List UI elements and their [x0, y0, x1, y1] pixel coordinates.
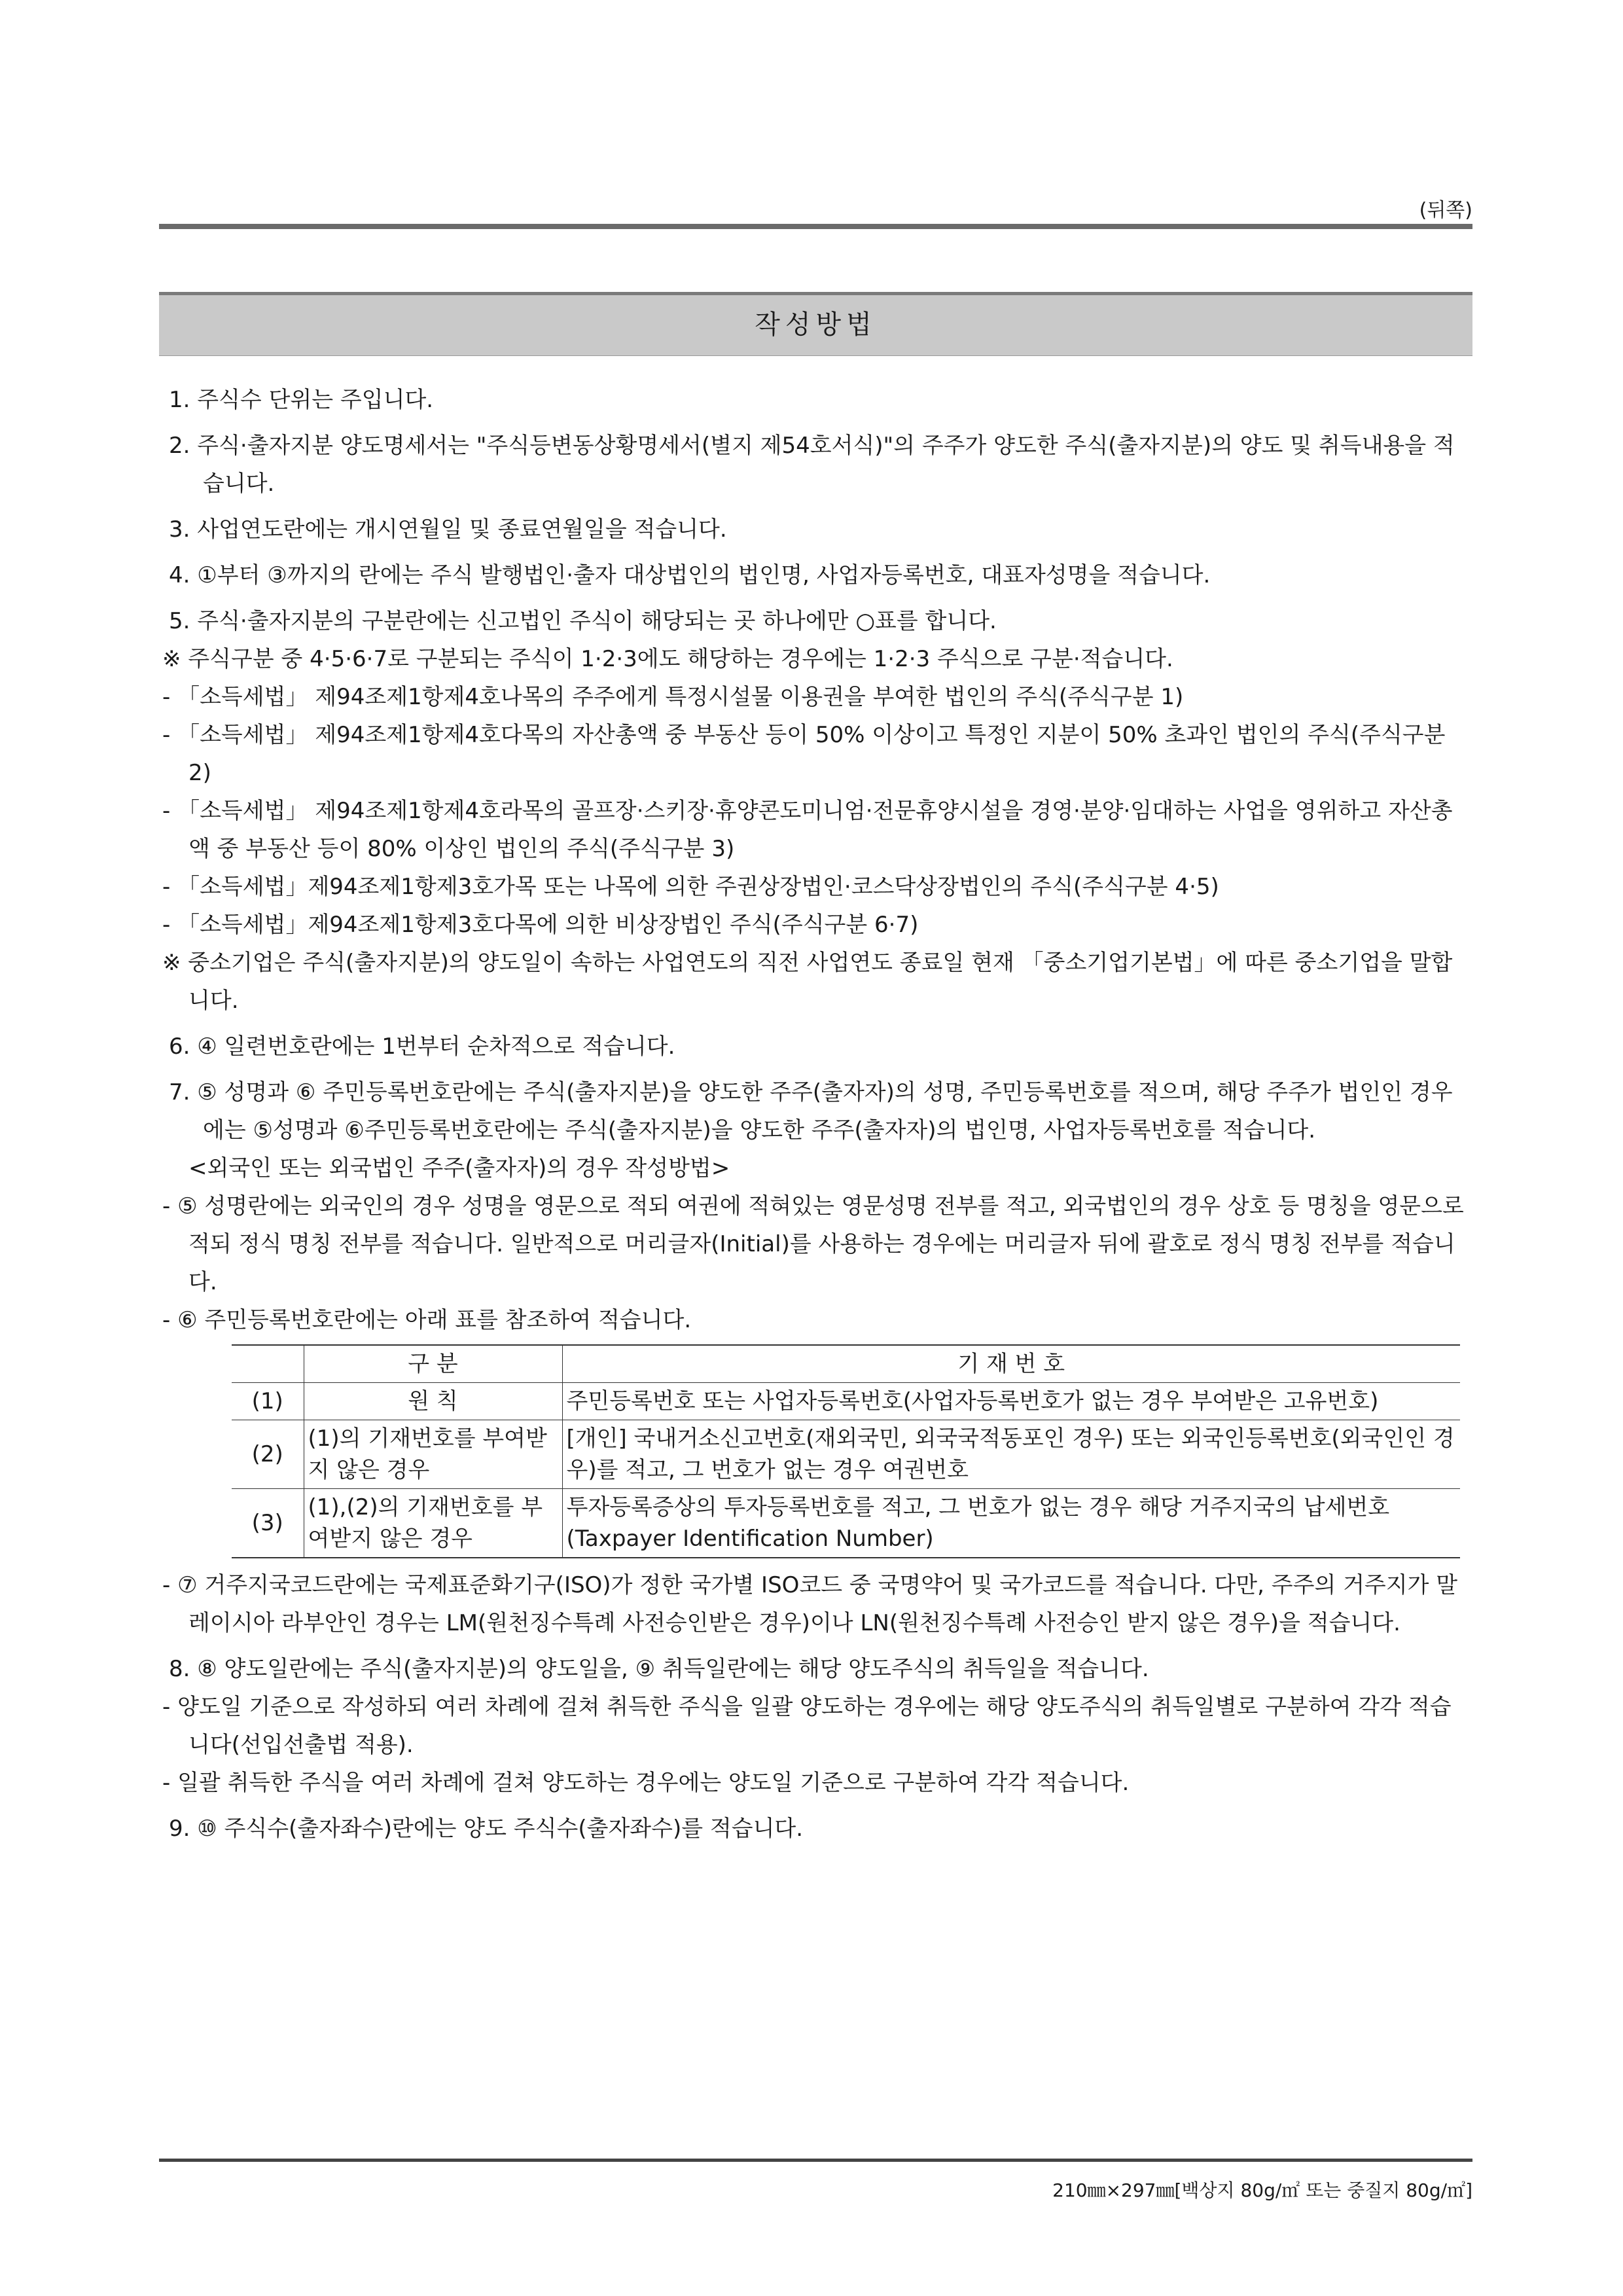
instruction-8-detail-1: - 양도일 기준으로 작성하되 여러 차례에 걸쳐 취득한 주식을 일괄 양도하는 경우에는 해당 양도주식의 취득일별로 구분하여 각각 적습니다(선입선출법 적용). — [162, 1694, 1452, 1758]
instruction-1: 1. 주식수 단위는 주입니다. — [169, 387, 434, 413]
table-cell: (3) — [232, 1489, 304, 1558]
table-cell: (1) — [232, 1383, 304, 1420]
section-title: 작성방법 — [159, 292, 1472, 356]
instruction-5-note-2: ※ 중소기업은 주식(출자지분)의 양도일이 속하는 사업연도의 직전 사업연도 종료일 현재 「중소기업기본법」에 따른 중소기업을 말합니다. — [162, 950, 1453, 1014]
table-cell: 주민등록번호 또는 사업자등록번호(사업자등록번호가 없는 경우 부여받은 고유번호) — [562, 1383, 1460, 1420]
table-cell: (2) — [232, 1420, 304, 1489]
instruction-5-detail-5: - 「소득세법」제94조제1항제3호다목에 의한 비상장법인 주식(주식구분 6·7) — [162, 912, 919, 938]
top-rule — [159, 224, 1472, 229]
instruction-2: 2. 주식·출자지분 양도명세서는 "주식등변동상황명세서(별지 제54호서식)"의 주주가 양도한 주식(출자지분)의 양도 및 취득내용을 적습니다. — [169, 433, 1455, 497]
instruction-7: 7. ⑤ 성명과 ⑥ 주민등록번호란에는 주식(출자지분)을 양도한 주주(출자자)의 성명, 주민등록번호를 적으며, 해당 주주가 법인인 경우에는 ⑤성명과 ⑥주민등록번호란에는 주식(출자지분)을 양도한 주주(출자자)의 법인명, 사업자등록번호를 적습니다. — [169, 1079, 1453, 1143]
table-header-cell: 구 분 — [304, 1345, 562, 1383]
instruction-7-detail-1: - ⑤ 성명란에는 외국인의 경우 성명을 영문으로 적되 여권에 적혀있는 영문성명 전부를 적고, 외국법인의 경우 상호 등 명칭을 영문으로 적되 정식 명칭 전부를 적습니다. 일반적으로 머리글자(Initial)를 사용하는 경우에는 머리글자 뒤에 괄호로 정식 명칭 전부를 적습니다. — [162, 1193, 1464, 1295]
table-row — [232, 1489, 1460, 1558]
instruction-5-detail-1: - 「소득세법」 제94조제1항제4호나목의 주주에게 특정시설물 이용권을 부여한 법인의 주식(주식구분 1) — [162, 684, 1184, 710]
instruction-5-detail-4: - 「소득세법」제94조제1항제3호가목 또는 나목에 의한 주권상장법인·코스닥상장법인의 주식(주식구분 4·5) — [162, 874, 1219, 900]
instruction-4: 4. ①부터 ③까지의 란에는 주식 발행법인·출자 대상법인의 법인명, 사업자등록번호, 대표자성명을 적습니다. — [169, 562, 1211, 588]
paper-spec-footer: 210㎜×297㎜[백상지 80g/㎡ 또는 중질지 80g/㎡] — [1052, 2179, 1472, 2201]
instruction-7-detail-2: - ⑥ 주민등록번호란에는 아래 표를 참조하여 적습니다. — [162, 1307, 692, 1333]
bottom-rule — [159, 2159, 1472, 2162]
instruction-7-subheading: <외국인 또는 외국법인 주주(출자자)의 경우 작성방법> — [188, 1155, 730, 1181]
instruction-9: 9. ⑩ 주식수(출자좌수)란에는 양도 주식수(출자좌수)를 적습니다. — [169, 1816, 804, 1842]
instruction-5: 5. 주식·출자지분의 구분란에는 신고법인 주식이 해당되는 곳 하나에만 ○표를 합니다. — [169, 608, 997, 634]
table-header-cell — [232, 1345, 304, 1383]
instruction-5-detail-3: - 「소득세법」 제94조제1항제4호라목의 골프장·스키장·휴양콘도미니엄·전문휴양시설을 경영·분양·임대하는 사업을 영위하고 자산총액 중 부동산 등이 80% 이상인 법인의 주식(주식구분 3) — [162, 798, 1453, 862]
page-side-label: (뒤쪽) — [1419, 199, 1472, 222]
table-header-row — [232, 1345, 1460, 1383]
table-header-cell: 기 재 번 호 — [562, 1345, 1460, 1383]
instruction-6: 6. ④ 일련번호란에는 1번부터 순차적으로 적습니다. — [169, 1033, 675, 1060]
table-row — [232, 1383, 1460, 1420]
instruction-7-detail-3: - ⑦ 거주지국코드란에는 국제표준화기구(ISO)가 정한 국가별 ISO코드 중 국명약어 및 국가코드를 적습니다. 다만, 주주의 거주지가 말레이시아 라부안인 경우는 LM(원천징수특례 사전승인받은 경우)이나 LN(원천징수특례 사전승인 받지 않은 경우)을 적습니다. — [162, 1572, 1458, 1636]
instruction-5-note-1: ※ 주식구분 중 4·5·6·7로 구분되는 주식이 1·2·3에도 해당하는 경우에는 1·2·3 주식으로 구분·적습니다. — [162, 646, 1173, 672]
table-cell: (1)의 기재번호를 부여받지 않은 경우 — [304, 1420, 562, 1489]
id-number-reference-table — [232, 1344, 1460, 1558]
instruction-3: 3. 사업연도란에는 개시연월일 및 종료연월일을 적습니다. — [169, 516, 727, 543]
table-cell: 투자등록증상의 투자등록번호를 적고, 그 번호가 없는 경우 해당 거주지국의 납세번호(Taxpayer Identification Number) — [562, 1489, 1460, 1558]
instruction-8-detail-2: - 일괄 취득한 주식을 여러 차례에 걸쳐 양도하는 경우에는 양도일 기준으로 구분하여 각각 적습니다. — [162, 1770, 1130, 1796]
table-cell: [개인] 국내거소신고번호(재외국민, 외국국적동포인 경우) 또는 외국인등록번호(외국인인 경우)를 적고, 그 번호가 없는 경우 여권번호 — [562, 1420, 1460, 1489]
instruction-8: 8. ⑧ 양도일란에는 주식(출자지분)의 양도일을, ⑨ 취득일란에는 해당 양도주식의 취득일을 적습니다. — [169, 1656, 1149, 1682]
table-cell: 원 칙 — [304, 1383, 562, 1420]
table-row — [232, 1420, 1460, 1489]
instruction-5-detail-2: - 「소득세법」 제94조제1항제4호다목의 자산총액 중 부동산 등이 50% 이상이고 특정인 지분이 50% 초과인 법인의 주식(주식구분 2) — [162, 722, 1446, 786]
table-cell: (1),(2)의 기재번호를 부여받지 않은 경우 — [304, 1489, 562, 1558]
instructions-body — [162, 381, 1472, 1856]
